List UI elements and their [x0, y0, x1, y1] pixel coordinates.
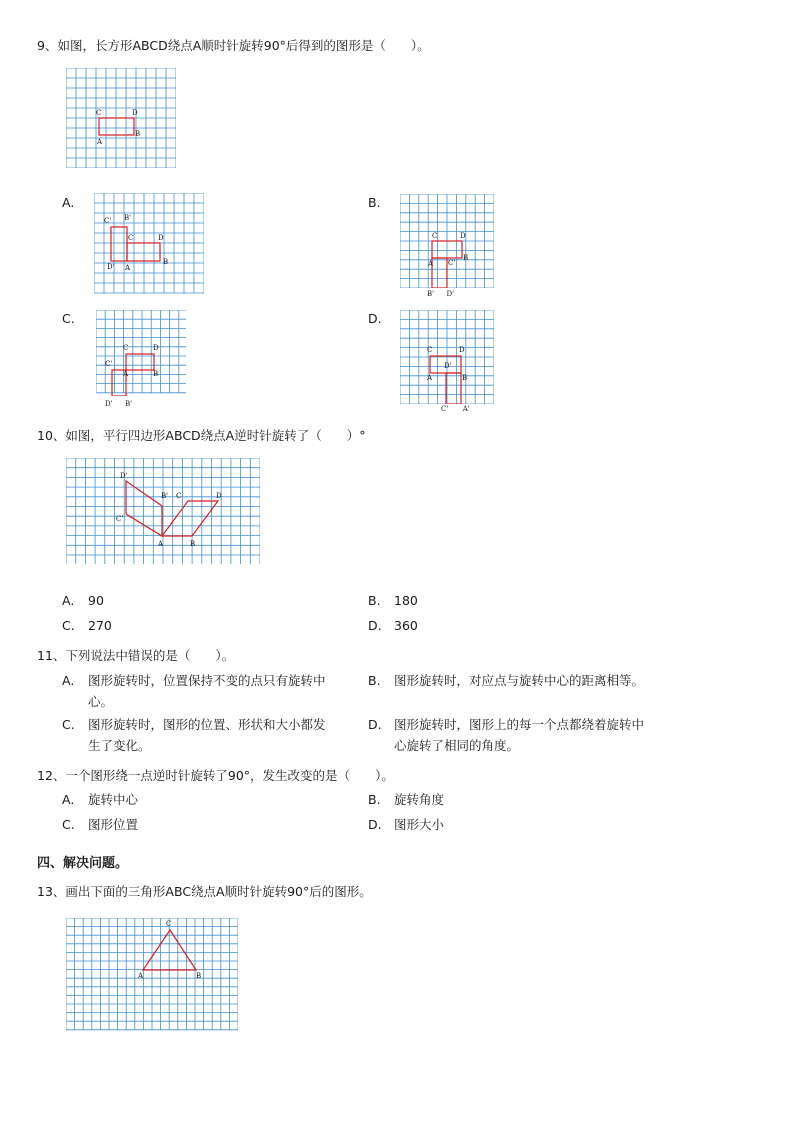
label-b1: B' [125, 400, 133, 408]
option-label: B. [368, 593, 381, 608]
label-d: D [460, 232, 466, 240]
q9-figure [66, 68, 176, 168]
label-a1: A' [462, 405, 470, 413]
label-c: C [176, 492, 182, 500]
label-c1: C' [116, 515, 124, 523]
rectangle-rotated [446, 373, 461, 404]
option-text: 360 [394, 618, 418, 633]
label-b: B [135, 130, 141, 138]
q11-option-c[interactable] [62, 714, 333, 756]
q12-option-b[interactable] [368, 789, 444, 810]
label-c: C [166, 920, 172, 928]
option-label: C. [62, 817, 75, 832]
label-a: A [427, 374, 433, 382]
rectangle-rotated [432, 258, 447, 288]
q12-option-d[interactable] [368, 814, 444, 835]
label-b: B [196, 972, 202, 980]
option-label: B. [368, 673, 381, 688]
q10-option-d[interactable] [368, 615, 418, 636]
option-text: 90 [88, 593, 104, 608]
label-b1: B' [161, 492, 169, 500]
grid [96, 310, 186, 393]
label-b: B [463, 254, 469, 262]
option-label: A. [62, 673, 75, 688]
label-a: A [428, 260, 434, 268]
q9-option-b[interactable] [368, 192, 394, 213]
q13-figure [66, 918, 238, 1032]
option-label: C. [62, 717, 75, 732]
q10-option-a[interactable] [62, 590, 104, 611]
option-text: 图形大小 [394, 817, 445, 832]
q11-option-a[interactable] [62, 670, 333, 712]
label-c1: C' [441, 405, 449, 413]
option-label: A. [62, 195, 75, 210]
label-a: A [138, 972, 144, 980]
label-d: D [216, 492, 222, 500]
q9-option-a[interactable] [62, 192, 88, 213]
grid [66, 458, 260, 564]
q9-stem: 9、如图，长方形ABCD绕点A顺时针旋转90°后得到的图形是（ ）。 [37, 38, 430, 53]
label-b: B [190, 540, 196, 548]
rectangle-original [127, 243, 160, 261]
label-b: B [153, 370, 159, 378]
label-d1: D' [105, 400, 113, 408]
option-label: A. [62, 792, 75, 807]
q9-option-c[interactable] [62, 308, 88, 329]
q10-option-b[interactable] [368, 590, 418, 611]
q11-option-d[interactable] [368, 714, 654, 756]
label-c1: C' [105, 360, 113, 368]
q9-option-c-bottom-labels [105, 399, 132, 409]
option-text: 图形旋转时，图形上的每一个点都绕着旋转中心旋转了相同的角度。 [394, 717, 645, 753]
q10-figure [66, 458, 260, 564]
option-label: B. [368, 792, 381, 807]
q12-option-a[interactable] [62, 789, 138, 810]
option-text: 图形旋转时，对应点与旋转中心的距离相等。 [394, 673, 645, 688]
label-d: D [158, 234, 164, 242]
q10-stem: 10、如图，平行四边形ABCD绕点A逆时针旋转了（ ）° [37, 428, 366, 443]
label-c: C [96, 109, 102, 117]
label-b1: B' [124, 214, 132, 222]
option-text: 图形旋转时，位置保持不变的点只有旋转中心。 [88, 673, 326, 709]
grid [66, 918, 238, 1030]
q12-stem: 12、一个图形绕一点逆时针旋转了90°，发生改变的是（ ）。 [37, 768, 394, 783]
option-label: B. [368, 195, 381, 210]
option-text: 180 [394, 593, 418, 608]
label-b: B [462, 374, 468, 382]
option-text: 图形位置 [88, 817, 139, 832]
label-c1: C' [448, 259, 456, 267]
label-d: D [459, 346, 465, 354]
option-label: D. [368, 311, 382, 326]
rectangle-abcd [99, 118, 134, 135]
label-d1: D' [446, 290, 455, 298]
q9-option-a-figure[interactable] [94, 193, 204, 295]
label-c: C [128, 234, 134, 242]
option-label: C. [62, 311, 75, 326]
label-c: C [123, 344, 129, 352]
option-text: 旋转角度 [394, 792, 445, 807]
rectangle-rotated [111, 227, 127, 261]
q13-stem: 13、画出下面的三角形ABC绕点A顺时针旋转90°后的图形。 [37, 884, 372, 899]
label-c: C [427, 346, 433, 354]
q11-option-b[interactable] [368, 670, 694, 691]
q9-option-c-figure[interactable] [96, 310, 186, 396]
q9-option-b-bottom-labels [427, 289, 454, 299]
q9-option-d[interactable] [368, 308, 394, 329]
label-c: C [432, 232, 438, 240]
option-text: 图形旋转时，图形的位置、形状和大小都发生了变化。 [88, 717, 326, 753]
label-a: A [158, 540, 164, 548]
label-a: A [97, 138, 103, 146]
option-label: D. [368, 817, 382, 832]
q9-option-d-bottom-labels [441, 404, 470, 414]
label-c1: C' [104, 217, 112, 225]
q9-option-d-figure[interactable] [400, 310, 494, 404]
q11-stem: 11、下列说法中错误的是（ ）。 [37, 648, 235, 663]
q10-option-c[interactable] [62, 615, 112, 636]
label-d1: D' [107, 263, 115, 271]
q9-option-b-figure[interactable] [400, 194, 494, 288]
option-text: 旋转中心 [88, 792, 139, 807]
option-label: A. [62, 593, 75, 608]
option-text: 270 [88, 618, 112, 633]
q12-option-c[interactable] [62, 814, 138, 835]
section-title: 四、解决问题。 [37, 856, 129, 871]
label-d1: D' [444, 362, 452, 370]
label-d: D [132, 109, 138, 117]
label-d: D [153, 344, 159, 352]
option-label: D. [368, 618, 382, 633]
label-b: B [163, 258, 169, 266]
label-b1: B' [427, 290, 435, 298]
label-a: A [123, 370, 129, 378]
grid [400, 310, 494, 404]
option-label: D. [368, 717, 382, 732]
option-label: C. [62, 618, 75, 633]
label-d1: D' [120, 472, 128, 480]
label-a: A [125, 264, 131, 272]
